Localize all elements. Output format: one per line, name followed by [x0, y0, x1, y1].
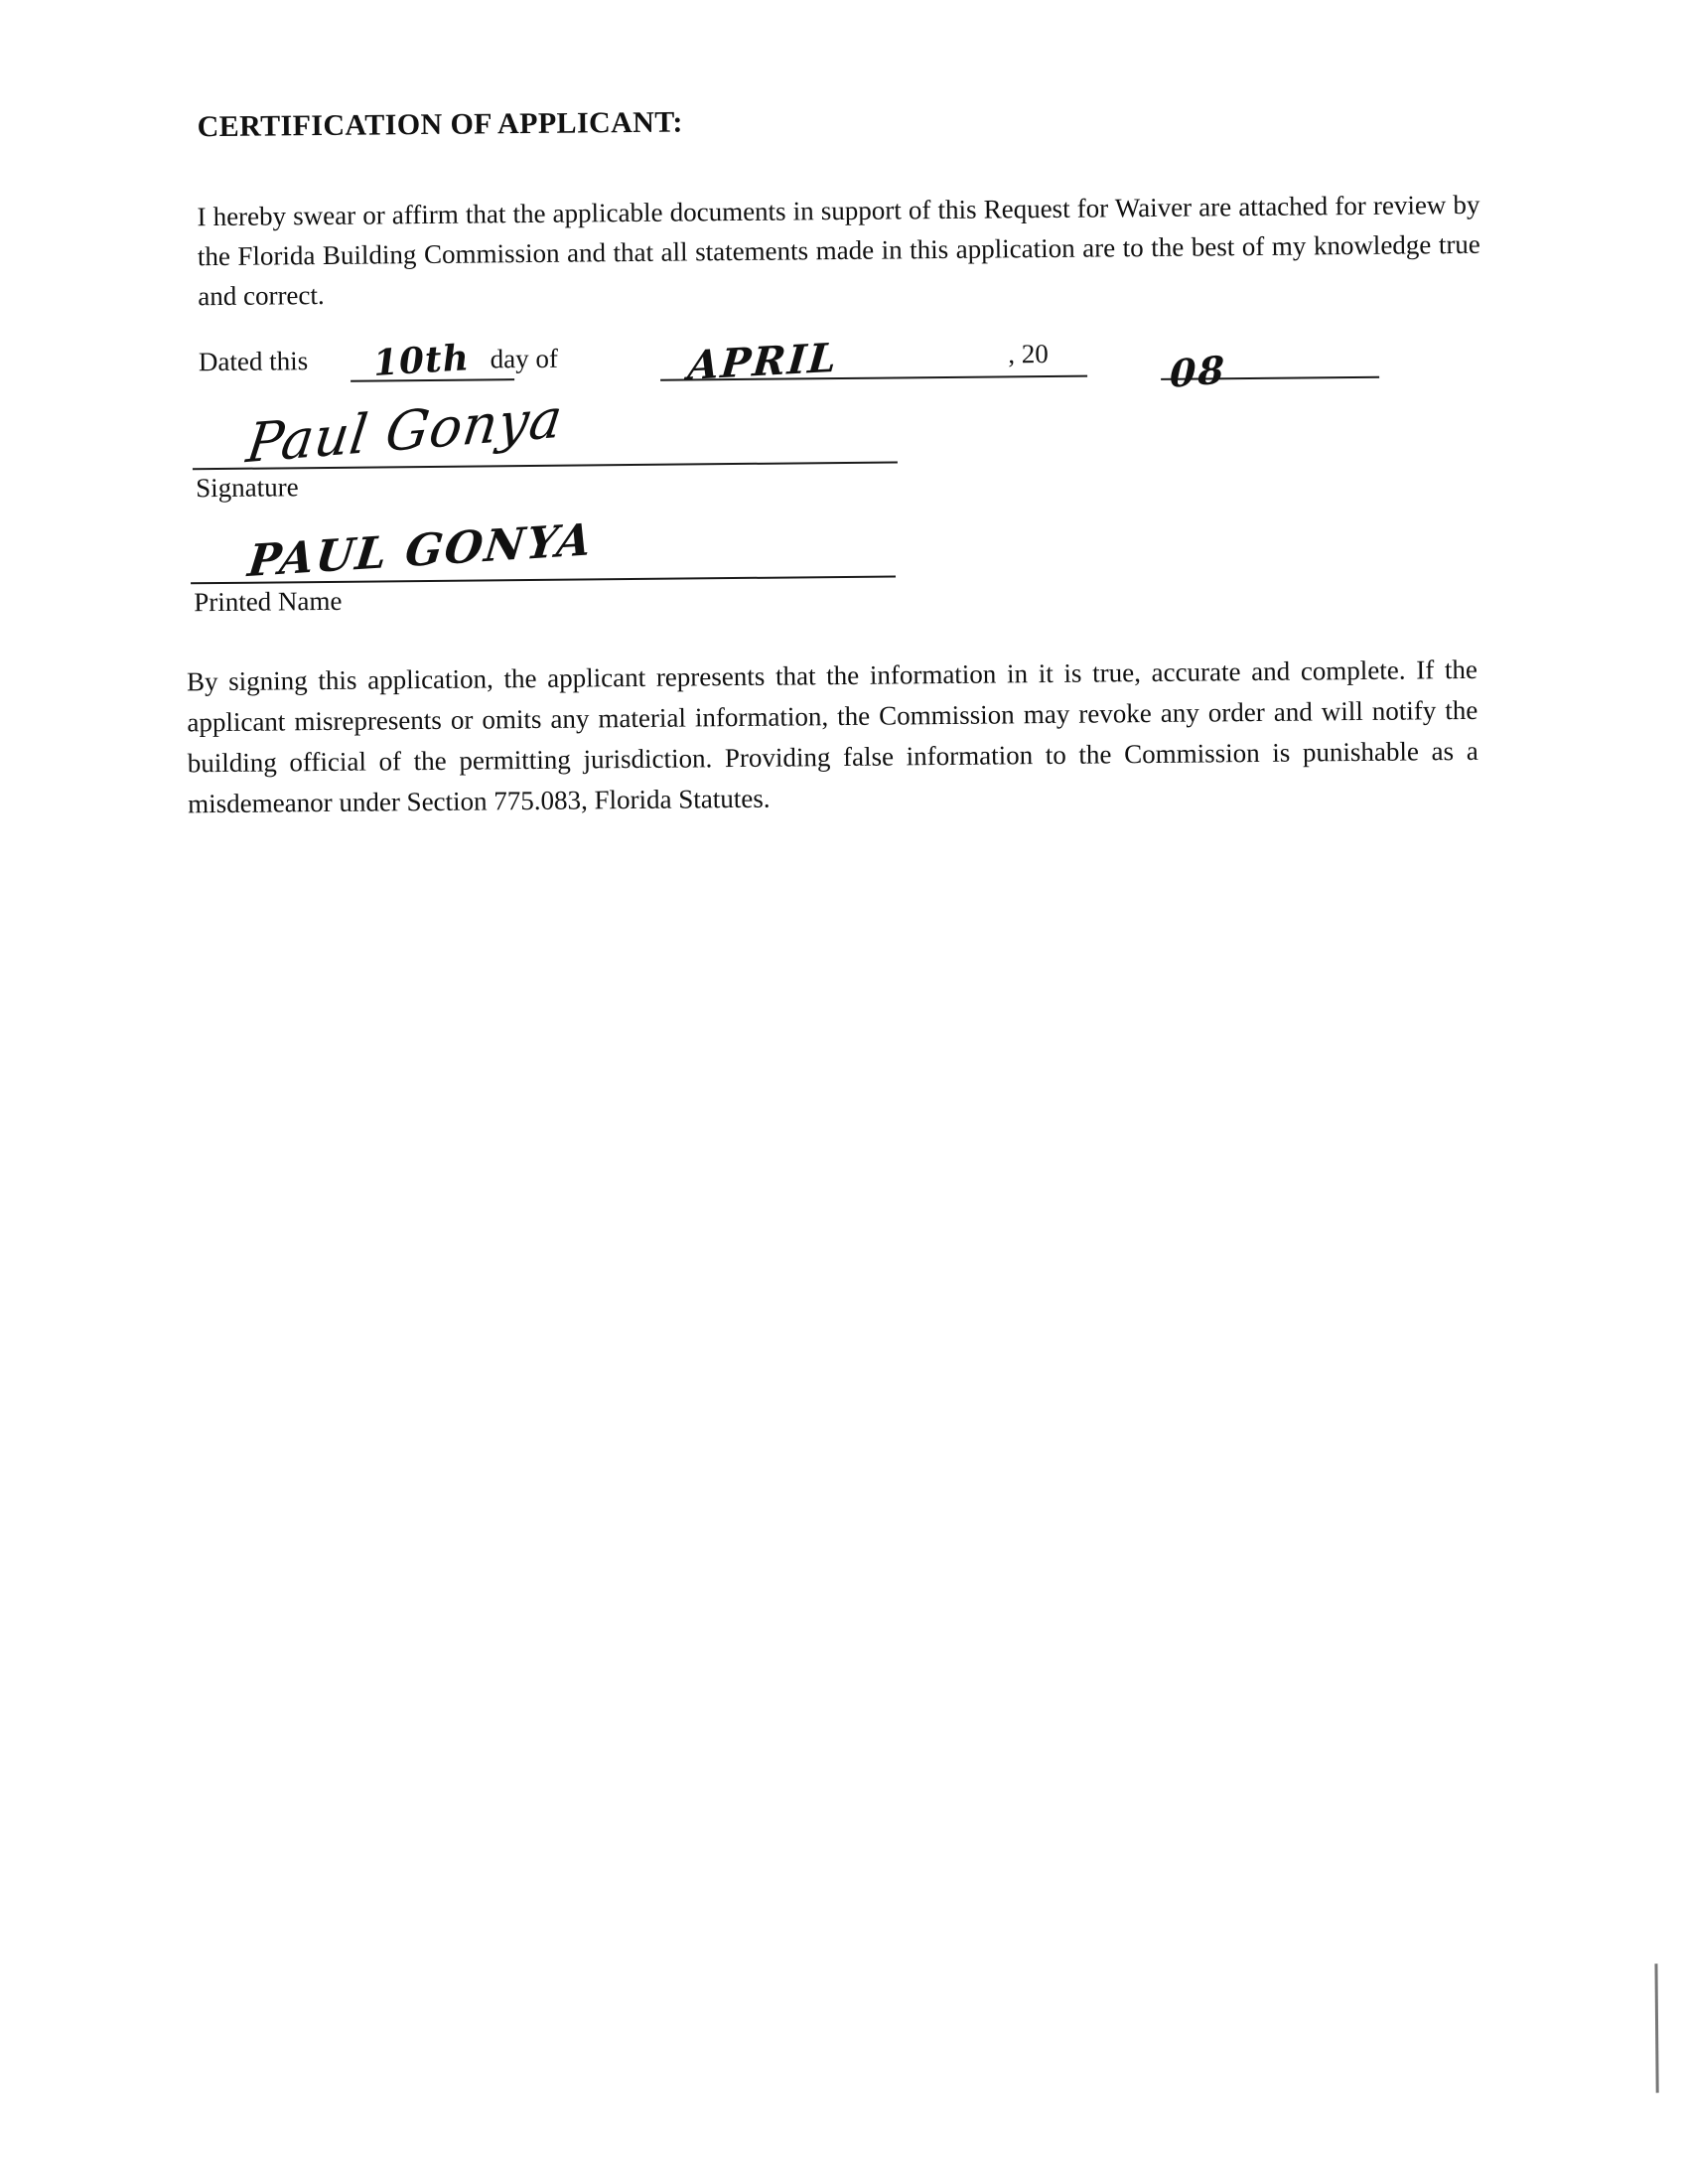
handwritten-day: 10th — [371, 337, 472, 385]
signature-label: Signature — [195, 472, 299, 504]
printed-name-label: Printed Name — [194, 585, 343, 618]
certification-statement: I hereby swear or affirm that the applicable documents in support of this Request for Waiver are attached for review by the Florida Building Commission and that all statements made in this application are to the best of my knowledge true and correct. — [197, 189, 1480, 312]
handwritten-signature: Paul Gonya — [242, 386, 567, 476]
handwritten-year: 08 — [1169, 347, 1227, 396]
year-prefix-label: , 20 — [1008, 338, 1049, 369]
handwritten-printed-name: PAUL GONYA — [245, 514, 596, 588]
misrepresentation-notice: By signing this application, the applicant represents that the information in it is true, accurate and complete. If the applicant misrepresents or omits any material information, the Commission may revoke any order and will notify the building official of the permitting jurisdiction. Providing false information to the Commission is punishable as a misdemeanor under Section 775.083, Florida Statutes. — [186, 654, 1478, 819]
dated-line — [199, 339, 1049, 377]
page-title: CERTIFICATION OF APPLICANT: — [197, 105, 683, 144]
dated-this-label: Dated this — [198, 346, 309, 377]
scan-edge-artifact — [1654, 1964, 1658, 2093]
handwritten-month: APRIL — [685, 334, 841, 389]
day-of-label: day of — [490, 343, 559, 374]
